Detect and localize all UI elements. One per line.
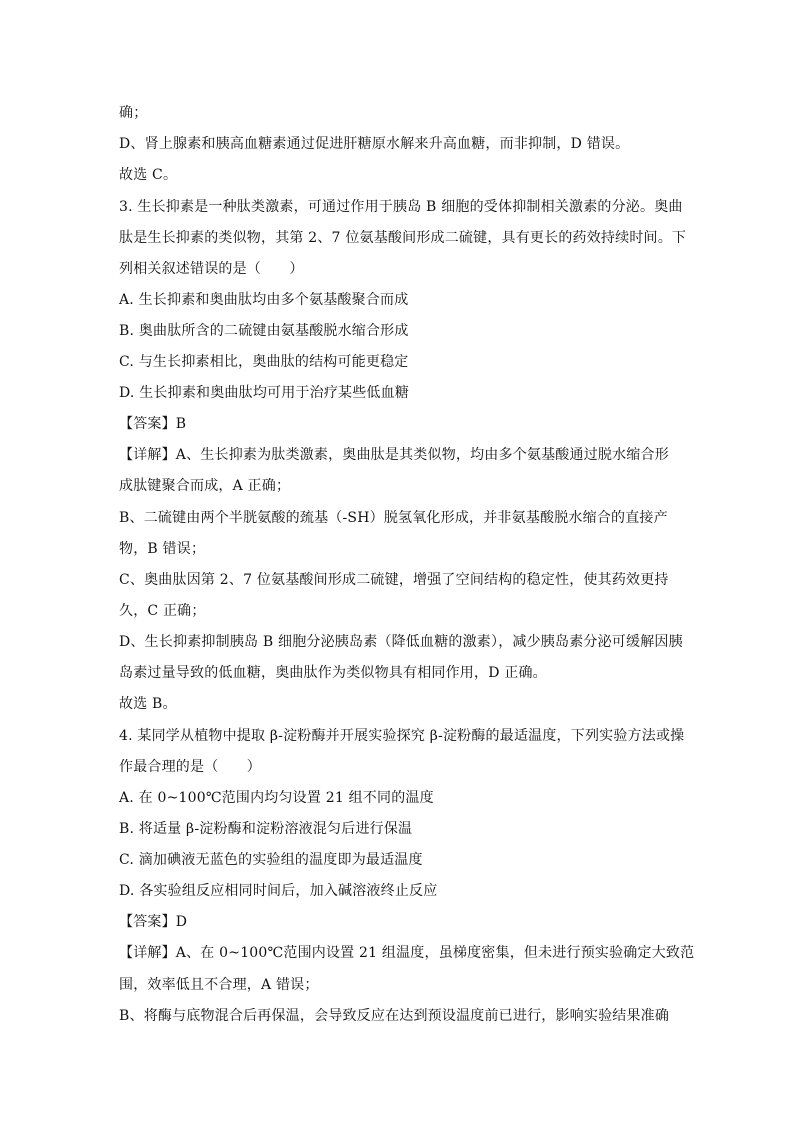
question-3-line-1: 3. 生长抑素是一种肽类激素，可通过作用于胰岛 B 细胞的受体抑制相关激素的分泌。奥曲 (119, 199, 683, 215)
explanation-line-1: 【详解】A、在 0~100℃范围内设置 21 组温度，虽梯度密集，但未进行预实验确定大致范 (119, 945, 695, 961)
option-a: A. 在 0~100℃范围内均匀设置 21 组不同的温度 (119, 790, 434, 806)
question-4-line-1: 4. 某同学从植物中提取 β-淀粉酶并开展实验探究 β-淀粉酶的最适温度，下列实验方法或操 (119, 728, 685, 744)
conclusion-line: 故选 B。 (119, 696, 177, 712)
question-4-line-2: 作最合理的是（ ） (119, 759, 261, 775)
explanation-line-7: D、生长抑素抑制胰岛 B 细胞分泌胰岛素（降低血糖的激素），减少胰岛素分泌可缓解因胰 (119, 634, 683, 650)
explanation-line-3: B、将酶与底物混合后再保温，会导致反应在达到预设温度前已进行，影响实验结果准确 (119, 1008, 670, 1024)
question-3-line-3: 列相关叙述错误的是（ ） (119, 261, 304, 277)
explanation-line-8: 岛素过量导致的低血糖，奥曲肽作为类似物具有相同作用，D 正确。 (119, 665, 547, 681)
text-line-1: 确； (119, 105, 148, 121)
option-c: C. 滴加碘液无蓝色的实验组的温度即为最适温度 (119, 852, 423, 868)
text-line-3: 故选 C。 (119, 167, 178, 183)
explanation-line-3: B、二硫键由两个半胱氨酸的巯基（-SH）脱氢氧化形成，并非氨基酸脱水缩合的直接产 (119, 510, 668, 526)
question-3-line-2: 肽是生长抑素的类似物，其第 2、7 位氨基酸间形成二硫键，具有更长的药效持续时间。下 (119, 230, 687, 246)
text-line-2: D、肾上腺素和胰高血糖素通过促进肝糖原水解来升高血糖，而非抑制，D 错误。 (119, 136, 630, 152)
answer-line: 【答案】B (119, 416, 187, 432)
option-a: A. 生长抑素和奥曲肽均由多个氨基酸聚合而成 (119, 292, 409, 308)
option-c: C. 与生长抑素相比，奥曲肽的结构可能更稳定 (119, 354, 409, 370)
explanation-line-1: 【详解】A、生长抑素为肽类激素，奥曲肽是其类似物，均由多个氨基酸通过脱水缩合形 (119, 447, 669, 463)
answer-line: 【答案】D (119, 914, 188, 930)
explanation-line-2: 围，效率低且不合理，A 错误； (119, 977, 319, 993)
explanation-line-2: 成肽键聚合而成，A 正确； (119, 478, 291, 494)
option-b: B. 将适量 β-淀粉酶和淀粉溶液混匀后进行保温 (119, 821, 413, 837)
option-d: D. 生长抑素和奥曲肽均可用于治疗某些低血糖 (119, 385, 410, 401)
explanation-line-5: C、奥曲肽因第 2、7 位氨基酸间形成二硫键，增强了空间结构的稳定性，使其药效更持 (119, 572, 669, 588)
option-b: B. 奥曲肽所含的二硫键由氨基酸脱水缩合形成 (119, 323, 409, 339)
option-d: D. 各实验组反应相同时间后，加入碱溶液终止反应 (119, 883, 438, 899)
explanation-line-6: 久，C 正确； (119, 603, 206, 619)
explanation-line-4: 物，B 错误； (119, 541, 206, 557)
